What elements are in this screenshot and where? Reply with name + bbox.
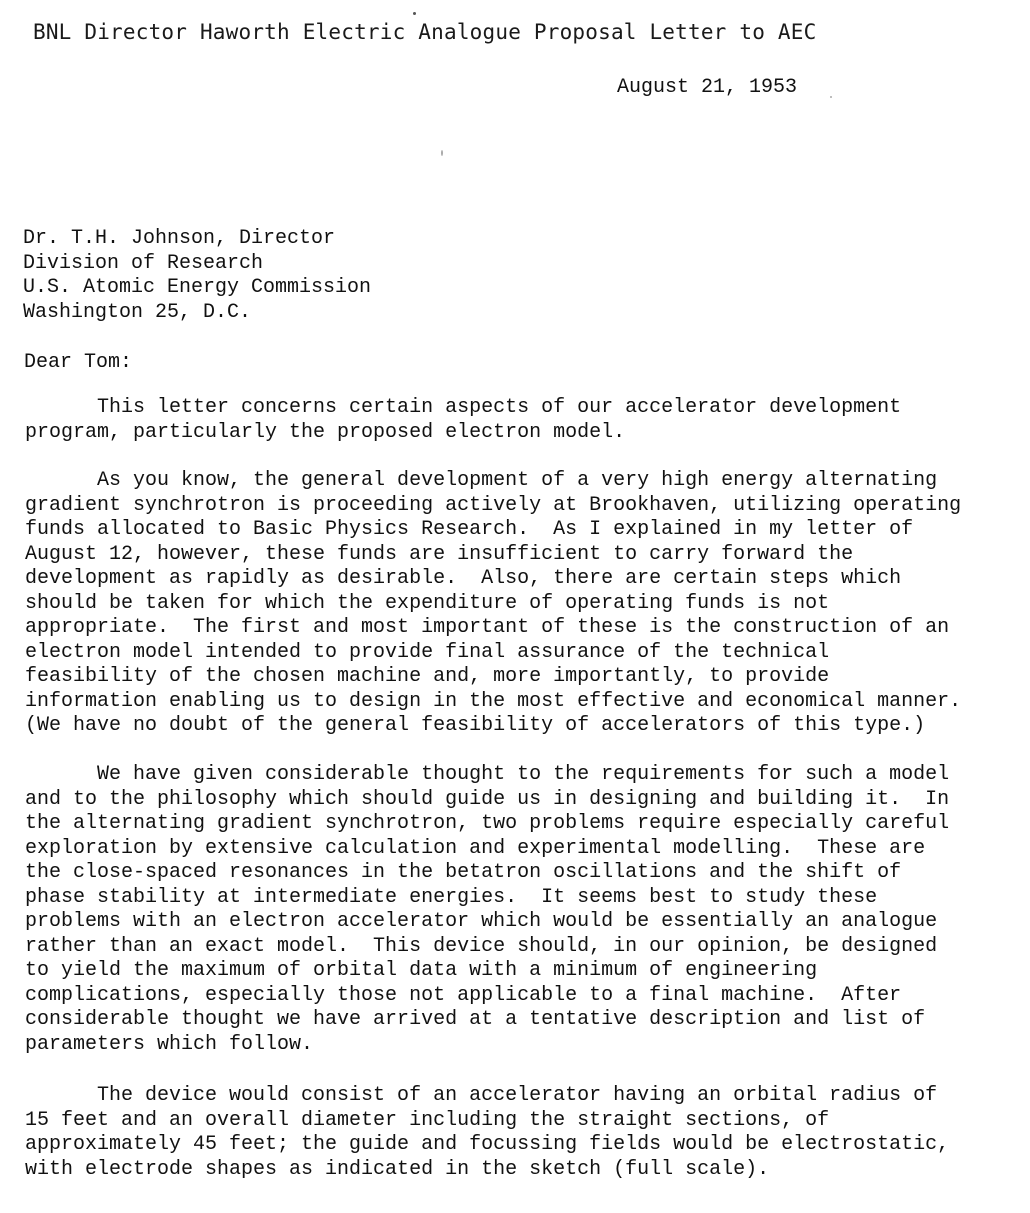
text-line: exploration by extensive calculation and experimental modelling. These are	[25, 836, 926, 860]
address-line: Washington 25, D.C.	[23, 300, 252, 324]
address-line: Dr. T.H. Johnson, Director	[23, 227, 336, 250]
recipient-address	[23, 227, 371, 325]
paragraph	[25, 469, 961, 739]
text-line: (We have no doubt of the general feasibility of accelerators of this type.)	[25, 714, 926, 737]
paragraph	[25, 1084, 949, 1182]
text-line: appropriate. The first and most important of these is the construction of an	[25, 616, 950, 639]
text-line: gradient synchrotron is proceeding actively at Brookhaven, utilizing operating	[25, 493, 962, 517]
text-line: This letter concerns certain aspects of our accelerator development	[25, 396, 902, 419]
text-line: funds allocated to Basic Physics Research. As I explained in my letter of	[25, 518, 914, 541]
text-line: with electrode shapes as indicated in the sketch (full scale).	[25, 1157, 770, 1181]
scan-speck	[441, 150, 443, 156]
text-line: information enabling us to design in the most effective and economical manner.	[25, 689, 962, 713]
text-line: 15 feet and an overall diameter including the straight sections, of	[25, 1108, 830, 1132]
text-line: rather than an exact model. This device should, in our opinion, be designed	[25, 934, 938, 958]
text-line: complications, especially those not applicable to a final machine. After	[25, 983, 902, 1007]
text-line: We have given considerable thought to the requirements for such a model	[25, 763, 950, 786]
document-title: BNL Director Haworth Electric Analogue Proposal Letter to AEC	[33, 20, 817, 44]
text-line: considerable thought we have arrived at a tentative description and list of	[25, 1008, 926, 1031]
text-line: electron model intended to provide final assurance of the technical	[25, 640, 830, 664]
scan-speck	[830, 96, 832, 98]
text-line: development as rapidly as desirable. Also, there are certain steps which	[25, 567, 902, 590]
text-line: to yield the maximum of orbital data with a minimum of engineering	[25, 959, 818, 982]
text-line: problems with an electron accelerator which would be essentially an analogue	[25, 910, 938, 933]
text-line: approximately 45 feet; the guide and focussing fields would be electrostatic,	[25, 1133, 950, 1156]
text-line: parameters which follow.	[25, 1032, 314, 1056]
text-line: the close-spaced resonances in the betatron oscillations and the shift of	[25, 861, 902, 884]
text-line: August 12, however, these funds are insufficient to carry forward the	[25, 542, 854, 566]
text-line: As you know, the general development of a very high energy alternating	[25, 469, 938, 492]
address-line: U.S. Atomic Energy Commission	[23, 276, 372, 299]
text-line: should be taken for which the expenditure of operating funds is not	[25, 591, 830, 615]
text-line: the alternating gradient synchrotron, two problems require especially careful	[25, 812, 950, 835]
text-line: and to the philosophy which should guide us in designing and building it. In	[25, 787, 950, 811]
paragraph	[25, 396, 901, 445]
paragraph	[25, 763, 949, 1057]
text-line: program, particularly the proposed electron model.	[25, 420, 626, 444]
letter-date: August 21, 1953	[617, 76, 798, 99]
address-line: Division of Research	[23, 251, 264, 275]
text-line: phase stability at intermediate energies. It seems best to study these	[25, 885, 878, 909]
text-line: The device would consist of an accelerator having an orbital radius of	[25, 1084, 938, 1107]
salutation: Dear Tom:	[24, 351, 133, 374]
text-line: feasibility of the chosen machine and, more importantly, to provide	[25, 665, 830, 688]
scan-speck	[413, 12, 416, 15]
